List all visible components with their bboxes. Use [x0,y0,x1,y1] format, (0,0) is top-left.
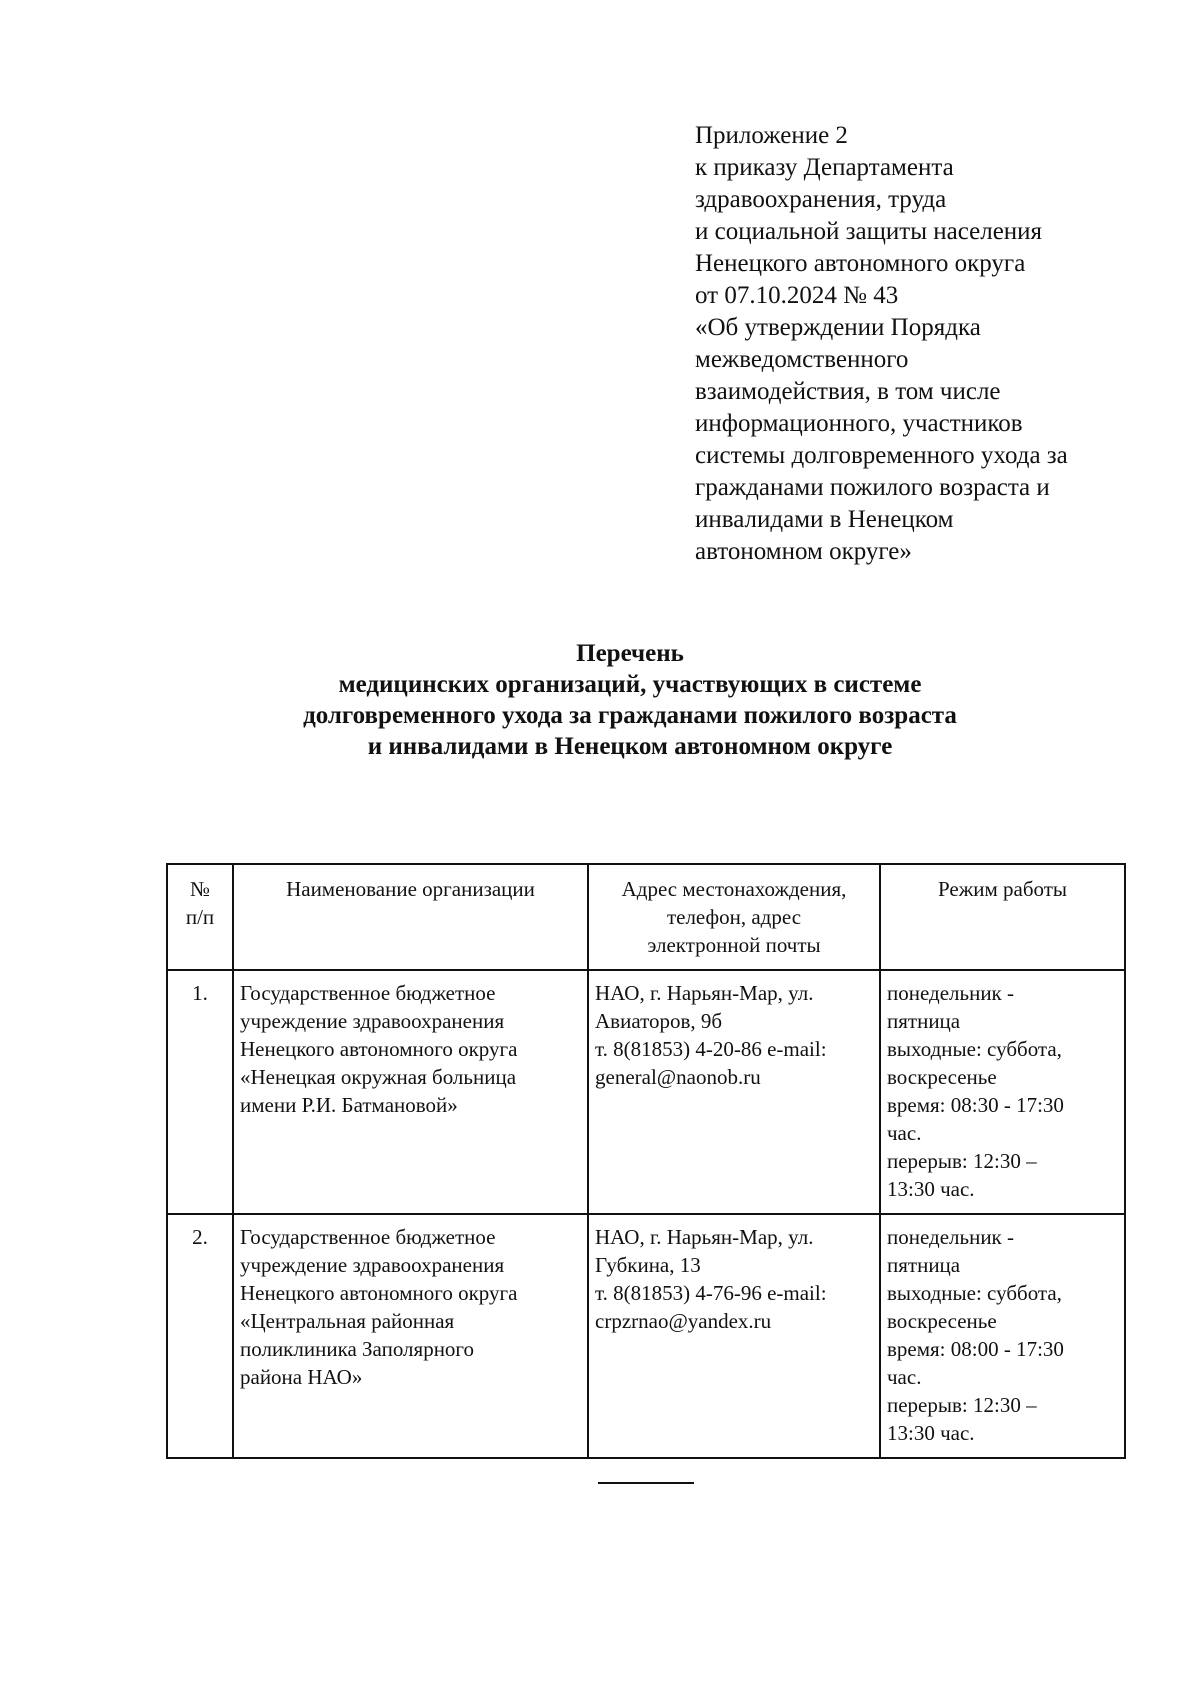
cell-text: перерыв: 12:30 – [887,1393,1037,1417]
title-line: Перечень [576,640,684,667]
cell-text: Авиаторов, 9б [595,1009,723,1033]
cell-text: т. 8(81853) 4-20-86 e-mail: [595,1037,827,1061]
appendix-line: к приказу Департамента [695,154,954,181]
appendix-line: информационного, участников [695,410,1023,437]
cell-text: воскресенье [887,1065,997,1089]
cell-text: пятница [887,1253,961,1277]
cell-text: Ненецкого автономного округа [240,1281,518,1305]
organizations-table [166,863,1126,1459]
appendix-line: взаимодействия, в том числе [695,378,1001,405]
appendix-block [695,120,1165,568]
header-name [233,864,588,970]
appendix-line: инвалидами в Ненецком [695,506,954,533]
appendix-line: системы долговременного ухода за [695,442,1068,469]
end-divider-line [598,1482,694,1484]
cell-text: НАО, г. Нарьян-Мар, ул. [595,981,814,1005]
cell-text: перерыв: 12:30 – [887,1149,1037,1173]
appendix-line: от 07.10.2024 № 43 [695,282,899,309]
appendix-line: межведомственного [695,346,909,373]
cell-text: 13:30 час. [887,1177,975,1201]
cell-text: время: 08:00 - 17:30 [887,1337,1064,1361]
cell-text: «Ненецкая окружная больница [240,1065,517,1089]
row-number: 1. [167,970,233,1214]
title-line: медицинских организаций, участвующих в системе [338,671,922,698]
appendix-line: гражданами пожилого возраста и [695,474,1050,501]
header-schedule [880,864,1125,970]
cell-text: района НАО» [240,1365,363,1389]
header-text: № [189,877,211,901]
org-name-cell [233,970,588,1214]
org-name-cell [233,1214,588,1458]
appendix-line: и социальной защиты населения [695,218,1043,245]
table-row [167,970,1125,1214]
cell-text: поликлиника Заполярного [240,1337,475,1361]
cell-text: воскресенье [887,1309,997,1333]
header-text: Наименование организации [286,877,535,901]
cell-text: Государственное бюджетное [240,981,496,1005]
cell-text: Государственное бюджетное [240,1225,496,1249]
table-header-row [167,864,1125,970]
email-text: general@naonob.ru [595,1065,761,1089]
cell-text: НАО, г. Нарьян-Мар, ул. [595,1225,814,1249]
cell-text: учреждение здравоохранения [240,1253,505,1277]
schedule-cell [880,1214,1125,1458]
cell-text: час. [887,1365,922,1389]
cell-text: т. 8(81853) 4-76-96 e-mail: [595,1281,827,1305]
cell-text: понедельник - [887,981,1015,1005]
cell-text: «Центральная районная [240,1309,455,1333]
cell-text: пятница [887,1009,961,1033]
cell-text: выходные: суббота, [887,1281,1062,1305]
header-text: Адрес местонахождения, [621,877,847,901]
appendix-line: автономном округе» [695,538,912,565]
cell-text: Ненецкого автономного округа [240,1037,518,1061]
cell-text: Губкина, 13 [595,1253,701,1277]
document-title [200,638,1060,762]
cell-text: 13:30 час. [887,1421,975,1445]
appendix-line: «Об утверждении Порядка [695,314,981,341]
address-cell [588,970,880,1214]
schedule-cell [880,970,1125,1214]
header-text: электронной почты [647,933,821,957]
cell-text: имени Р.И. Батмановой» [240,1093,458,1117]
row-number: 2. [167,1214,233,1458]
cell-text: понедельник - [887,1225,1015,1249]
cell-text: время: 08:30 - 17:30 [887,1093,1064,1117]
cell-text: час. [887,1121,922,1145]
cell-text: выходные: суббота, [887,1037,1062,1061]
title-line: долговременного ухода за гражданами пожилого возраста [303,702,957,729]
title-line: и инвалидами в Ненецком автономном округе [367,733,893,760]
header-text: телефон, адрес [666,905,802,929]
appendix-line: здравоохранения, труда [695,186,947,213]
header-num [167,864,233,970]
header-text: п/п [185,905,215,929]
appendix-line: Приложение 2 [695,122,848,149]
header-text: Режим работы [937,877,1068,901]
address-cell [588,1214,880,1458]
email-text: crpzrnao@yandex.ru [595,1309,772,1333]
appendix-line: Ненецкого автономного округа [695,250,1026,277]
header-address [588,864,880,970]
cell-text: учреждение здравоохранения [240,1009,505,1033]
table-row [167,1214,1125,1458]
